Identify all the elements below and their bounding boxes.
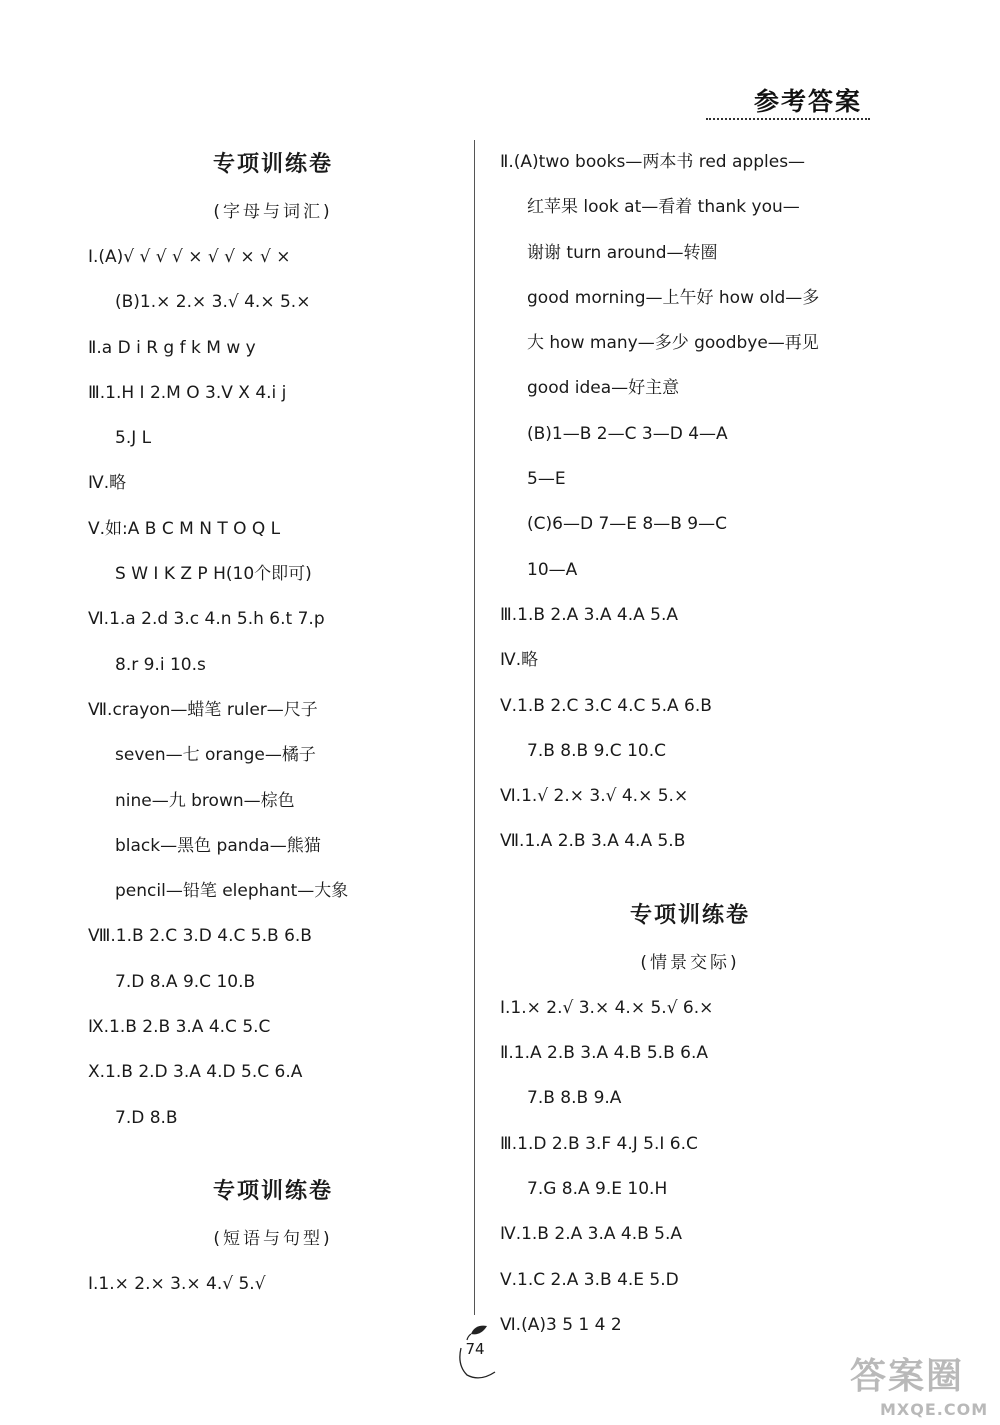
page-number: 74 xyxy=(465,1340,485,1358)
answer-line: Ⅸ.1.B 2.B 3.A 4.C 5.C xyxy=(88,1017,271,1038)
answer-line-continued: black—黑色 panda—熊猫 xyxy=(115,835,321,856)
answer-line-continued: nine—九 brown—棕色 xyxy=(115,790,295,811)
answer-line: Ⅵ.1.√ 2.× 3.√ 4.× 5.× xyxy=(500,786,689,807)
answer-line: Ⅰ.(A)√ √ √ √ × √ √ × √ × xyxy=(88,247,291,267)
answer-line: Ⅰ.1.× 2.√ 3.× 4.× 5.√ 6.× xyxy=(500,997,714,1018)
answer-line: Ⅵ.(A)3 5 1 4 2 xyxy=(500,1314,622,1335)
answer-line-continued: good morning—上午好 how old—多 xyxy=(527,287,820,308)
answer-line: Ⅲ.1.D 2.B 3.F 4.J 5.I 6.C xyxy=(500,1133,698,1154)
section-subtitle: (短语与句型) xyxy=(213,1228,333,1249)
answer-line: Ⅴ.1.C 2.A 3.B 4.E 5.D xyxy=(500,1269,679,1290)
answer-line-continued: 红苹果 look at—看着 thank you— xyxy=(527,197,800,218)
answer-line-continued: 大 how many—多少 goodbye—再见 xyxy=(527,333,819,354)
section-spacer xyxy=(88,1141,458,1167)
answer-line: Ⅲ.1.B 2.A 3.A 4.A 5.A xyxy=(500,604,679,625)
watermark-logo-text: 答案圈 xyxy=(850,1356,965,1397)
answer-line-continued: (B)1.× 2.× 3.√ 4.× 5.× xyxy=(115,292,311,313)
answer-line-continued: pencil—铅笔 elephant—大象 xyxy=(115,881,349,902)
answer-line: Ⅱ.1.A 2.B 3.A 4.B 5.B 6.A xyxy=(500,1043,708,1064)
section-title: 专项训练卷 xyxy=(629,902,750,928)
column-divider xyxy=(474,140,475,1315)
answer-line: Ⅲ.1.H I 2.M O 3.V X 4.i j xyxy=(88,382,287,403)
answer-line-continued: (C)6—D 7—E 8—B 9—C xyxy=(527,514,727,535)
header-dotted-rule xyxy=(706,118,870,120)
answer-line-continued: 5.J L xyxy=(115,428,152,449)
answer-line-continued: 7.D 8.A 9.C 10.B xyxy=(115,971,256,992)
left-column xyxy=(88,140,458,1307)
answer-line: Ⅶ.crayon—蜡笔 ruler—尺子 xyxy=(88,699,318,720)
section-subtitle: (情景交际) xyxy=(640,952,740,973)
answer-line: Ⅳ.略 xyxy=(500,650,539,671)
answer-line-continued: 5—E xyxy=(527,469,566,490)
answer-line: Ⅴ.1.B 2.C 3.C 4.C 5.A 6.B xyxy=(500,695,712,716)
answer-line: Ⅵ.1.a 2.d 3.c 4.n 5.h 6.t 7.p xyxy=(88,609,325,630)
header-title: 参考答案 xyxy=(753,87,862,116)
answer-line: Ⅱ.(A)two books—两本书 red apples— xyxy=(500,152,806,172)
answer-line-continued: 7.G 8.A 9.E 10.H xyxy=(527,1178,668,1199)
section-title: 专项训练卷 xyxy=(212,152,333,177)
answer-line-continued: 7.D 8.B xyxy=(115,1107,178,1128)
answer-line: Ⅳ.略 xyxy=(88,473,127,494)
answer-line-continued: (B)1—B 2—C 3—D 4—A xyxy=(527,423,728,444)
section-spacer xyxy=(500,865,880,891)
answer-line-continued: S W I K Z P H(10个即可) xyxy=(115,564,312,585)
answer-line-continued: 7.B 8.B 9.C 10.C xyxy=(527,740,666,761)
page-number-badge xyxy=(455,1320,505,1380)
answer-line-continued: seven—七 orange—橘子 xyxy=(115,745,316,766)
answer-line: Ⅹ.1.B 2.D 3.A 4.D 5.C 6.A xyxy=(88,1062,303,1083)
answer-line-continued: 谢谢 turn around—转圈 xyxy=(527,242,718,263)
section-subtitle: (字母与词汇) xyxy=(213,202,333,222)
right-column xyxy=(500,140,880,1348)
answer-line: Ⅷ.1.B 2.C 3.D 4.C 5.B 6.B xyxy=(88,926,312,947)
answer-line-continued: 7.B 8.B 9.A xyxy=(527,1088,622,1109)
answer-line: Ⅳ.1.B 2.A 3.A 4.B 5.A xyxy=(500,1224,683,1245)
page-header xyxy=(730,82,870,118)
answer-line-continued: 10—A xyxy=(527,559,578,580)
answer-line: Ⅰ.1.× 2.× 3.× 4.√ 5.√ xyxy=(88,1273,266,1294)
site-watermark xyxy=(850,1348,1000,1425)
answer-line: Ⅱ.a D i R g f k M w y xyxy=(88,337,256,358)
answer-line-continued: good idea—好主意 xyxy=(527,378,680,399)
answer-line: Ⅴ.如:A B C M N T O Q L xyxy=(88,518,281,539)
watermark-url: MXQE.COM xyxy=(880,1400,989,1419)
answer-line: Ⅶ.1.A 2.B 3.A 4.A 5.B xyxy=(500,831,686,852)
answer-line-continued: 8.r 9.i 10.s xyxy=(115,654,206,675)
section-title: 专项训练卷 xyxy=(212,1178,333,1204)
